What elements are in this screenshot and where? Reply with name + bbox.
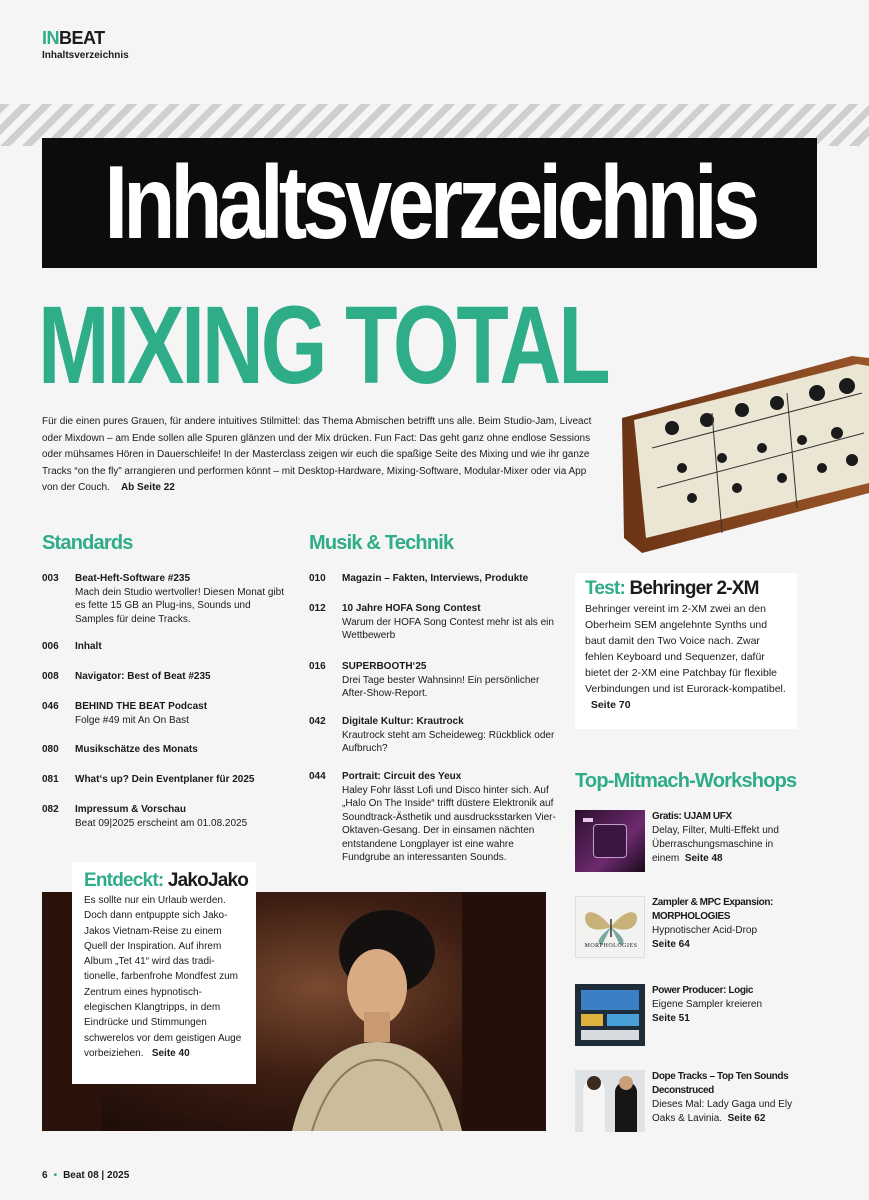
standards-heading: Standards xyxy=(42,532,133,554)
kicker-beat: BEAT xyxy=(59,28,105,48)
toc-entry-body xyxy=(342,770,559,865)
toc-entry-body xyxy=(342,660,559,701)
workshop-page-ref[interactable]: Seite 64 xyxy=(652,939,690,950)
toc-entry-title: BEHIND THE BEAT Podcast xyxy=(75,701,208,712)
kicker-in: IN xyxy=(42,28,59,48)
section-label: Inhaltsverzeichnis xyxy=(42,50,129,61)
toc-entry-title: Impressum & Vorschau xyxy=(75,804,186,815)
toc-entry-body xyxy=(75,670,292,684)
page-number: 6 xyxy=(42,1170,48,1181)
workshop-desc: Dieses Mal: Lady Gaga und Ely Oaks & Lavinia. xyxy=(652,1099,793,1124)
intro-text: Für die einen pures Grauen, für andere intuitives Stilmittel: das Thema Abmischen betrifft uns alle. Beim Studio-Jam, Liveact oder Mixdown – am Ende sollen alle Spuren glänzen und der Mix drücken. Fun Fact: Das geht ganz ohne endlose Sessions oder mühsames Hören in Dauerschleife! In der Masterclass zeigen wir euch die spaßige Seite des Mixing und wie ihr ganze Tracks “on the fly” arrangieren und performen könnt – mit Desktop-Hardware, Mixing-Software, Modular-Mixer oder via App von der Couch. xyxy=(42,416,592,493)
toc-page-number: 082 xyxy=(42,804,59,815)
toc-entry-body xyxy=(75,773,292,787)
toc-entry-title: Beat-Heft-Software #235 xyxy=(75,573,191,584)
title-banner xyxy=(42,138,817,268)
toc-entry-body xyxy=(342,602,559,643)
test-page-ref[interactable]: Seite 70 xyxy=(590,699,631,711)
musik-heading: Musik & Technik xyxy=(309,532,454,554)
toc-entry-body xyxy=(75,743,292,757)
test-name: Behringer 2-XM xyxy=(629,578,759,599)
page-footer xyxy=(42,1170,129,1181)
toc-entry-title: Inhalt xyxy=(75,641,102,652)
workshop-desc: Delay, Filter, Multi-Effekt und Überraschungsmaschine in einem xyxy=(652,825,779,864)
footer-dot: • xyxy=(53,1170,58,1181)
test-prefix: Test: xyxy=(585,578,625,599)
toc-page-number: 003 xyxy=(42,573,59,584)
toc-entry-description: Beat 09|2025 erscheint am 01.08.2025 xyxy=(75,817,248,829)
test-teaser[interactable] xyxy=(575,573,797,729)
toc-page-number: 081 xyxy=(42,774,59,785)
workshop-desc: Eigene Sampler kreieren xyxy=(652,999,763,1010)
intro-page-ref[interactable]: Ab Seite 22 xyxy=(120,482,175,493)
toc-entry-description: Krautrock steht am Scheideweg: Rückblick oder Aufbruch? xyxy=(342,729,555,754)
toc-entry-body xyxy=(342,715,559,756)
toc-page-number: 012 xyxy=(309,603,326,614)
test-text: Behringer vereint im 2-XM zwei an den Oberheim SEM angelehnte Synths und baut damit den Two Voice nach. Zwar fehlen Keyboard und Sequenzer, dafür bietet der 2-XM eine Patchbay für flexible Verbindungen und ist Eurorack-kompatibel. xyxy=(585,603,786,695)
workshop-title: Dope Tracks – Top Ten Sounds Deconstruced xyxy=(652,1071,789,1096)
entdeckt-page-ref[interactable]: Seite 40 xyxy=(151,1047,190,1059)
morphologies-thumbnail xyxy=(575,896,645,958)
logic-thumbnail xyxy=(575,984,645,1046)
workshop-item[interactable] xyxy=(575,896,815,960)
intro-paragraph xyxy=(42,414,602,497)
entdeckt-text: Es sollte nur ein Urlaub werden. Doch dann entpuppte sich JakoJakos Vietnam-Reise zu einem Quell der Inspiration. Auf ihrem Album „Tet 41“ wird das traditionelle, farbenfrohe Mondfest zum Zentrum eines hypnotisch-elegischen Klangtripps, in dem Eindrücke und Stimmungen schwerelos vor dem geistigen Auge vorbeiziehen. xyxy=(84,895,242,1059)
morphologies-thumb-label: MORPHOLOGIES xyxy=(584,943,638,949)
workshop-desc: Hypnotischer Acid-Drop xyxy=(652,925,758,936)
ujam-ufx-thumbnail xyxy=(575,810,645,872)
toc-page-number: 042 xyxy=(309,716,326,727)
toc-page-number: 008 xyxy=(42,671,59,682)
workshop-item[interactable] xyxy=(575,1070,815,1134)
issue-label: Beat 08 | 2025 xyxy=(63,1170,130,1181)
workshop-title: Gratis: UJAM UFX xyxy=(652,811,732,822)
toc-entry-title: Musikschätze des Monats xyxy=(75,744,198,755)
toc-page-number: 010 xyxy=(309,573,326,584)
toc-page-number: 046 xyxy=(42,701,59,712)
toc-entry-title: Magazin – Fakten, Interviews, Produkte xyxy=(342,573,529,584)
toc-entry-body xyxy=(75,572,292,626)
toc-page-number: 080 xyxy=(42,744,59,755)
test-heading xyxy=(585,578,787,600)
workshop-item[interactable] xyxy=(575,984,815,1048)
entdeckt-teaser[interactable] xyxy=(72,862,256,1084)
toc-entry-description: Mach dein Studio wertvoller! Diesen Monat gibt es fette 15 GB an Plug-ins, Sounds und Samples für deine Tracks. xyxy=(75,586,284,625)
workshop-title: Power Producer: Logic xyxy=(652,985,754,996)
toc-entry-title: Portrait: Circuit des Yeux xyxy=(342,771,462,782)
entdeckt-name: JakoJako xyxy=(167,870,249,891)
synth-module-image xyxy=(612,348,869,560)
toc-entry-body xyxy=(75,640,292,654)
entdeckt-prefix: Entdeckt: xyxy=(84,870,164,891)
toc-entry-description: Folge #49 mit An On Bast xyxy=(75,714,189,726)
toc-entry-title: SUPERBOOTH‘25 xyxy=(342,661,427,672)
toc-page-number: 016 xyxy=(309,661,326,672)
entdeckt-heading xyxy=(84,870,249,892)
dope-tracks-thumbnail xyxy=(575,1070,645,1132)
magazine-kicker xyxy=(42,28,105,48)
workshop-page-ref[interactable]: Seite 48 xyxy=(684,853,723,864)
toc-entry-description: Warum der HOFA Song Contest mehr ist als ein Wettbewerb xyxy=(342,616,554,641)
toc-entry-body xyxy=(342,572,559,586)
workshop-page-ref[interactable]: Seite 62 xyxy=(727,1113,766,1124)
toc-entry-title: Navigator: Best of Beat #235 xyxy=(75,671,211,682)
workshops-heading: Top-Mitmach-Workshops xyxy=(575,770,797,792)
toc-entry-body xyxy=(75,700,292,727)
toc-entry-description: Haley Fohr lässt Lofi und Disco hinter sich. Auf „Halo On The Inside“ trifft düstere Elektronik auf Soundtrack-Ästhetik und ausdrucksstarken Vier-Oktaven-Gesang. Der in einsamen nächten entstandene Longplayer ist eine wahre Fundgrube an interessanten Sounds. xyxy=(342,784,556,863)
page-title: Inhaltsverzeichnis xyxy=(104,144,755,261)
toc-entry-title: 10 Jahre HOFA Song Contest xyxy=(342,603,481,614)
toc-page-number: 006 xyxy=(42,641,59,652)
workshop-page-ref[interactable]: Seite 51 xyxy=(652,1013,690,1024)
workshop-item[interactable] xyxy=(575,810,815,874)
toc-page-number: 044 xyxy=(309,771,326,782)
cover-headline: MIXING TOTAL xyxy=(38,284,608,407)
test-text-block xyxy=(585,601,787,713)
toc-entry-description: Drei Tage bester Wahnsinn! Ein persönlicher After-Show-Report. xyxy=(342,674,540,699)
toc-entry-body xyxy=(75,803,292,830)
toc-entry-title: Digitale Kultur: Krautrock xyxy=(342,716,464,727)
toc-entry-title: What‘s up? Dein Eventplaner für 2025 xyxy=(75,774,255,785)
workshop-title: Zampler & MPC Expansion: MORPHOLOGIES xyxy=(652,897,773,922)
entdeckt-text-block xyxy=(84,893,244,1061)
